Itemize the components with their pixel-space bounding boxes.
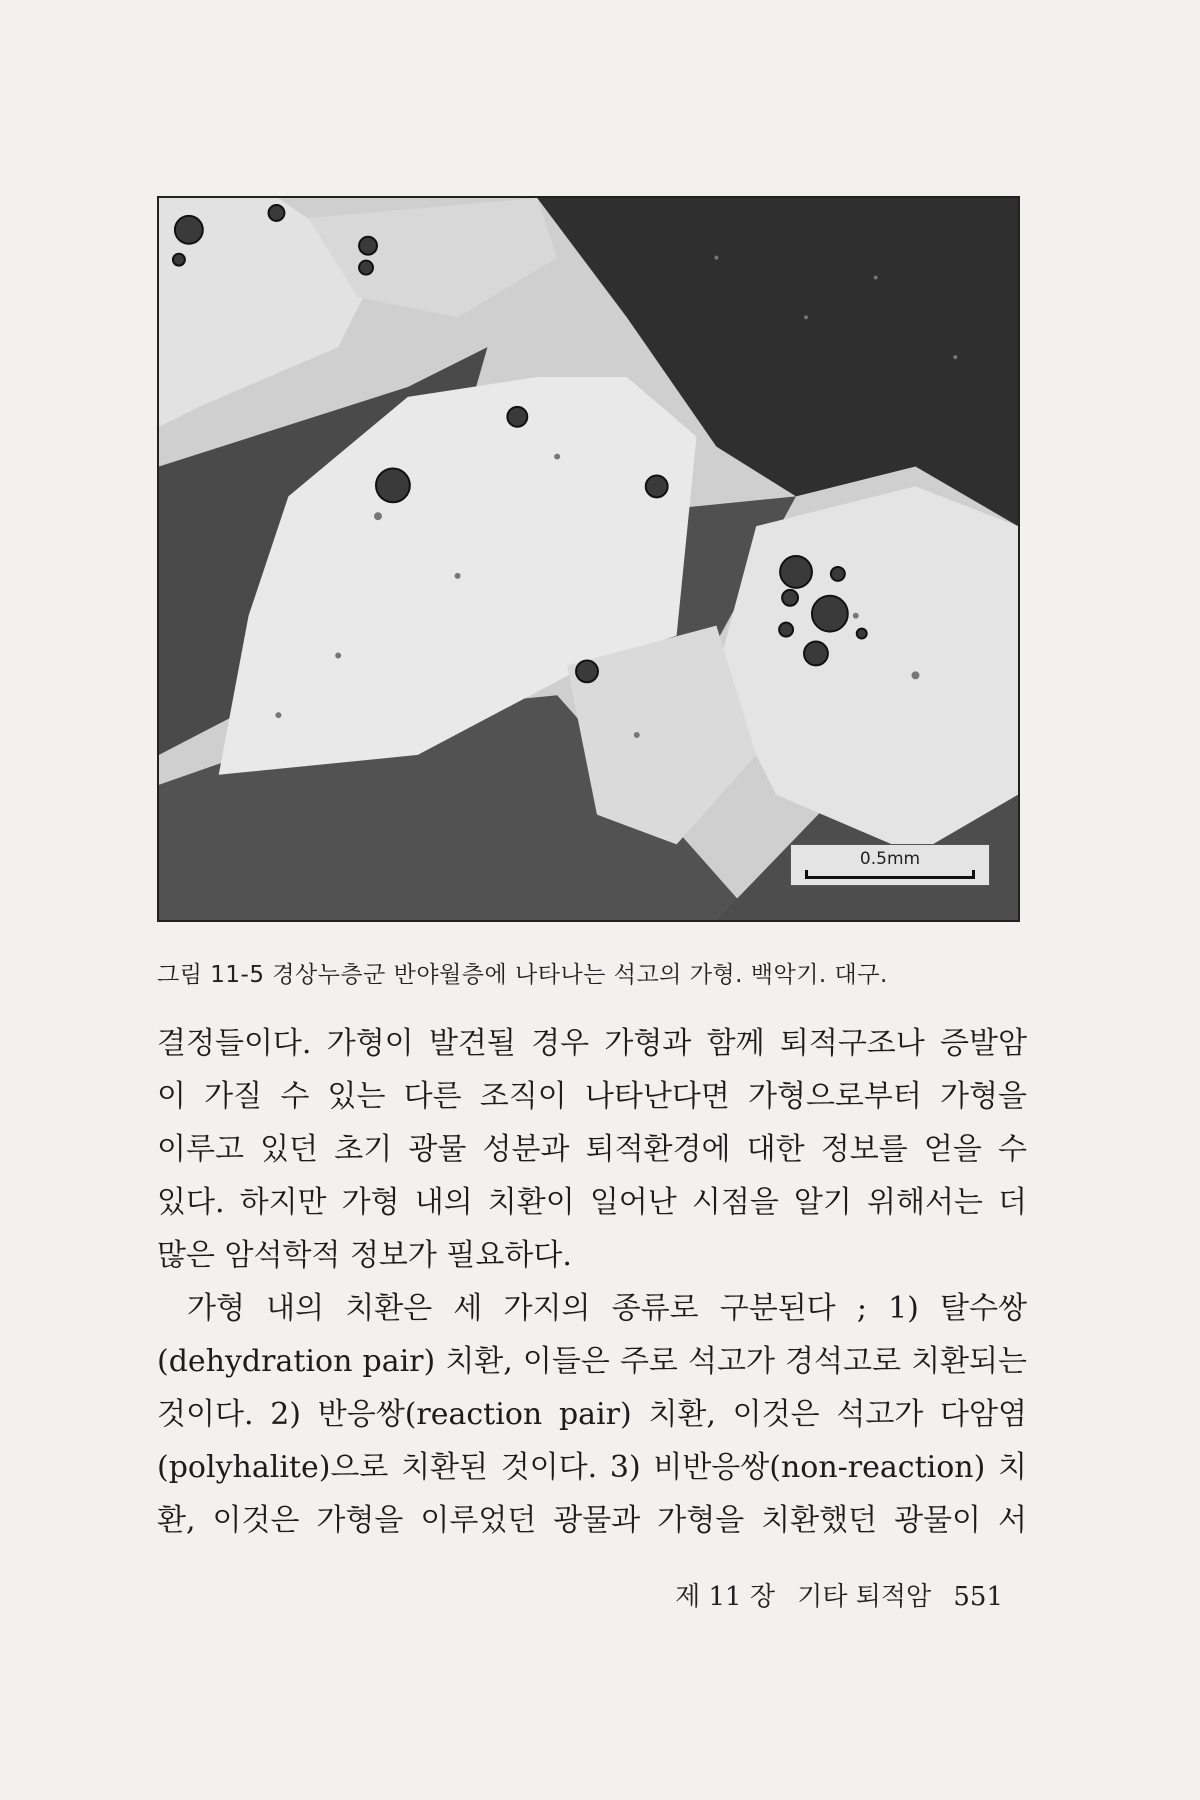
- text-line: 있다. 하지만 가형 내의 치환이 일어난 시점을 알기 위해서는 더: [157, 1185, 1027, 1220]
- text-line: 것이다. 2) 반응쌍(reaction pair) 치환, 이것은 석고가 다암염: [157, 1397, 1027, 1432]
- text-line: 많은 암석학적 정보가 필요하다.: [157, 1238, 572, 1273]
- text-line: (polyhalite)으로 치환된 것이다. 3) 비반응쌍(non-reaction) 치: [157, 1450, 1027, 1485]
- scale-bar: [790, 844, 990, 886]
- chapter-label: 제 11 장: [675, 1582, 775, 1612]
- text-line: 결정들이다. 가형이 발견될 경우 가형과 함께 퇴적구조나 증발암: [157, 1026, 1027, 1061]
- text-line: 환, 이것은 가형을 이루었던 광물과 가형을 치환했던 광물이 서: [157, 1503, 1027, 1538]
- text-line: 가형 내의 치환은 세 가지의 종류로 구분된다 ; 1) 탈수쌍: [187, 1291, 1027, 1326]
- body-text: [157, 1017, 1027, 1547]
- micrograph-photo: [157, 196, 1020, 922]
- page-footer: [661, 1576, 1003, 1613]
- text-line: 이루고 있던 초기 광물 성분과 퇴적환경에 대한 정보를 얻을 수: [157, 1132, 1027, 1167]
- page-number: 551: [953, 1582, 1003, 1612]
- scale-bar-label: 0.5mm: [859, 849, 921, 869]
- micrograph-image: [159, 198, 1018, 920]
- scale-bar-line: [805, 876, 975, 879]
- text-line: 이 가질 수 있는 다른 조직이 나타난다면 가형으로부터 가형을: [157, 1079, 1027, 1114]
- figure-caption: 그림 11-5 경상누층군 반야월층에 나타나는 석고의 가형. 백악기. 대구.: [157, 962, 888, 988]
- chapter-title: 기타 퇴적암: [797, 1582, 932, 1612]
- text-line: (dehydration pair) 치환, 이들은 주로 석고가 경석고로 치환되는: [157, 1344, 1027, 1379]
